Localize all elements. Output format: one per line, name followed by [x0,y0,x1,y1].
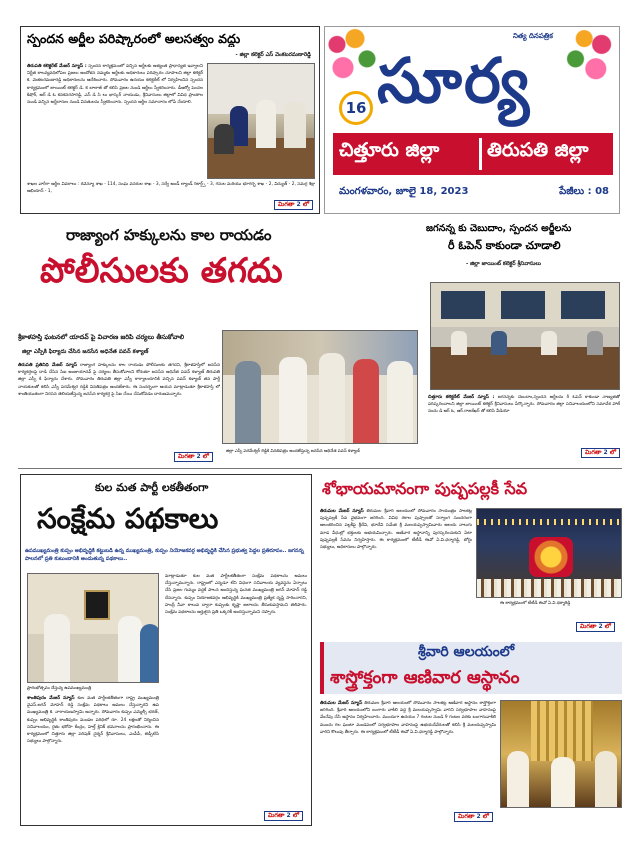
story2-headline: జగనన్న కు చెబుదాం, స్పందన అర్జీలను [426,223,572,234]
story1-body [27,63,203,179]
story3-body [18,362,220,458]
district-divider [479,138,482,170]
story5-byline: తిరుమల మేజర్ న్యూస్ [320,509,364,514]
story3-body-text: రాజ్యాంగ హక్కులను కాల రాయడం పోలీసులకు తగదని, శ్రీకాళహస్తిలో జనసేన కార్యకర్తలపై దాడి చేసిన సిఐ అంజుయాదవ్ పై చర్యలు తీసుకోవాలని కోరుతూ జనసేన అధినేత పవన్ కళ్యాణ్ తిరుపతి జిల్లా ఎస్పీ కి ఫిర్యాదు చేశారు. సోమవారం తిరుపతి జిల్లా ఎస్పీ కార్యాలయానికి వచ్చిన పవన్ కళ్యాణ్ తన పార్టీ నాయకులతో కలిసి ఎస్పీ పరమేశ్వర రెడ్డికి వినతిపత్రం అందజేశారు. ఈ సందర్భంగా ఆయన మాట్లాడుతూ శ్రీకాళహస్తి లో శాంతియుతంగా నిరసన తెలియజేస్తున్న జనసేన కార్యకర్త పై సిఐ చేయి చేసుకోవడం దారుణమన్నారు. [18,363,220,397]
official-4 [587,331,603,355]
story3-deck: శ్రీకాళహస్తి ఘటనలో యాదవ్ పై విచారణ జరిపి చర్యలు తీసుకోవాలి [18,333,185,341]
priest-2 [551,757,575,808]
story4-col1 [27,695,159,809]
story1-more-link[interactable]: మిగతా 2 లో [274,200,313,210]
story5-body [320,508,472,620]
person-2 [256,100,276,148]
district-left: చిత్తూరు జిల్లా [339,139,440,161]
story3-more-link[interactable]: మిగతా 2 లో [174,452,213,462]
anniversary-number: 16 [345,99,367,117]
story5-headline: శోభాయమానంగా పుష్పపల్లకీ సేవ [322,479,528,498]
story-collector-box [20,26,320,214]
story2-body [428,394,620,450]
story4-kicker: కుల మత పార్టీ లకతీతంగా [95,481,209,494]
story4-headline: సంక్షేమ పథకాలు [37,502,219,535]
attendee-2 [140,624,159,683]
lights [477,519,622,525]
flowers-right [561,27,619,85]
district-bar [333,133,613,175]
screen-3 [561,291,605,319]
screen-1 [441,291,485,319]
story6-body-text: తిరుమల శ్రీవారి ఆలయంలో సోమవారం సాలకట్ల ఆణివార ఆస్థానం శాస్త్రోక్తంగా జరిగింది. శ్రీవారి ఆలయంలోని బంగారు వాకిలి వద్ద శ్రీ మలయప్పస్వామి వారిని సర్వభూపాల వాహనంపై వేంచేపు చేసి ఆస్థానం నిర్వహించారు. ముందుగా ఉదయం 7 గంటల నుండి 9 గంటల వరకు బంగారువాకిలి ముందు గల ఘంటా మండపంలో సర్వభూపాల వాహనంపై ఉభయదేవేరులతో కలిసి శ్రీ మలయప్పస్వామి వారిని కొలువు తీర్చారు. ఈ కార్యక్రమంలో టీటీడీ ఈవో ఏ.వి.ధర్మారెడ్డి పాల్గొన్నారు. [320,701,496,735]
story4-col2: మాట్లాడుతూ కుల మత పార్టీలకతీతంగా సంక్షేమ పథకాలను అమలు చేస్తున్నామన్నారు. రాష్ట్రంలో ఎన్నడూ లేని విధంగా సచివాలయ వ్యవస్థను ఏర్పాటు చేసి ప్రజల గుమ్మం వద్దకే పాలన అందిస్తున్న ఘనత ముఖ్యమంత్రి జగన్ మోహన్ రెడ్డి దేనన్నారు. కుప్పం నియోజకవర్గం అభివృద్ధికి ముఖ్యమంత్రి ప్రత్యేక దృష్టి సారించారని, హంద్రీ నీవా కాలువ ద్వారా కుప్పంకు కృష్ణా జలాలను తీసుకువస్తామని తెలిపారు. సంక్షేమ పథకాలను అర్హులైన ప్రతి ఒక్కరికీ అందిస్తున్నామని చెప్పారు. [165,574,307,616]
crowd [477,579,622,598]
story2-subhead: - జిల్లా జాయింట్ కలెక్టర్ శ్రీనివాసులు [466,261,542,267]
story6-byline: తిరుమల మేజర్ న్యూస్ [320,701,363,706]
story4-box [20,474,312,826]
attendee-1 [118,616,142,683]
person-3 [284,102,306,148]
section-divider [18,468,622,469]
person-4 [214,124,234,154]
story5-caption: ఈ కార్యక్రమంలో టీటీడీ ఈవో ఏ.వి.ధర్మారెడ్డి [500,600,571,605]
story6-banner [320,642,622,694]
story5-body-text: తిరుమల శ్రీవారి ఆలయంలో సోమవారం సాయంత్రం సాలకట్ల పుష్పపల్లకీ సేవ వైభవంగా జరిగింది. వివిధ రకాల పుష్పాలతో సర్వాంగ సుందరంగా అలంకరించిన పల్లకీపై శ్రీదేవి, భూదేవి సమేత శ్రీ మలయప్పస్వామివారు ఆలయ నాలుగు మాడ వీధుల్లో భక్తులకు అభయమిచ్చారు. ఆణివార ఆస్థానాన్ని పురస్కరించుకుని ఏటా పుష్పపల్లకీ సేవను నిర్వహిస్తారు. ఈ కార్యక్రమంలో టీటీడీ ఈవో ఏ.వి.ధర్మారెడ్డి, బోర్డు సభ్యులు, అధికారులు పాల్గొన్నారు. [320,509,472,551]
pawan-kalyan-photo [222,330,418,444]
official-1 [451,331,467,355]
asthanam-photo [500,700,622,808]
flowers-left [325,27,385,85]
story4-more-link[interactable]: మిగతా 2 లో [264,811,303,821]
story2-byline: చిత్తూరు కలెక్టరేట్ మేజర్ న్యూస్ : [428,395,495,400]
story1-subhead: - జిల్లా కలెక్టర్ ఎస్ వెంకటరమణారెడ్డి [235,52,311,58]
masthead [324,26,620,214]
story6-headline: శాస్త్రోక్తంగా ఆణివార ఆస్థానం [330,668,520,688]
member-2 [353,359,379,444]
story3-caption: జిల్లా ఎస్పీ పరమేశ్వర్ రెడ్డికి వినతిపత్రం అందజేస్తున్న జనసేన అధినేత పవన్ కళ్యాణ్ [226,448,360,453]
minister [44,614,70,683]
official-2 [491,331,507,355]
issue-date: మంగళవారం, జూలై 18, 2023 [339,186,469,197]
story2-more-link[interactable]: మిగతా 2 లో [581,448,620,458]
priest-3 [595,751,617,808]
story6-kicker: శ్రీవారి ఆలయంలో [418,644,515,660]
story1-body-text: స్పందన కార్యక్రమంలో వచ్చిన అర్జీలకు అత్యంత ప్రాధాన్యత ఇవ్వాలని నిర్ణీత కాలవ్యవధిలోపల ప్రజలు ఆందోళన నమ్మకం అర్జీలకు అధికారులు పరిష్కారం చూపాలని జిల్లా కలెక్టర్ కె. వెంకటరమణారెడ్డి అధికారులను ఆదేశించారు. సోమవారం ఉదయం కలెక్టరేట్ లో నిర్వహించిన స్పందన కార్యక్రమంలో జాయింట్ కలెక్టర్ డి. కె బాలాజీ తో కలిసి ప్రజల నుండి అర్జీలు స్వీకరించారు. డీఆర్వో పెంచల కిషోర్, ఆర్ డి ఓ కనకనరసారెడ్డి, ఎస్ డి సి లు భాస్కర్ నాయుడు, శ్రీనివాసులు జిల్లాలో వివిధ ప్రాంతాల నుండి వచ్చిన అర్జీదారుల నుండి వినతులను స్వీకరించారు. స్పందన అర్జీల సమాచారం లోపే చేయాలి. [27,64,203,106]
story4-col1-text: కుల మత పార్టీలకతీతంగా రాష్ట్ర ముఖ్యమంత్రి వైఎస్.జగన్ మోహన్ రెడ్డి సంక్షేమ పథకాలు అమలు చేస్తున్నారని ఉప ముఖ్యమంత్రి కె. నారాయణస్వామి అన్నారు. సోమవారం కుప్పం ఎమ్మెల్సీ భరత్, కుప్పం అభివృద్ధికి శాంతిపురం మండల పరిధిలో రూ. 24 లక్షలతో నిర్మించిన సచివాలయం, రైతు భరోసా కేంద్రం, హెల్త్ క్లినిక్ భవనాలను ప్రారంభించారు. ఈ కార్యక్రమంలో చిత్తూరు జిల్లా పరిషత్ చైర్మన్ శ్రీనివాసులు, ఎంపీపీ, జెడ్పీటిసి సభ్యులు పాల్గొన్నారు. [27,696,159,745]
story6-body [320,700,496,822]
story4-byline: శాంతిపురం మేజర్ న్యూస్ [27,696,75,701]
story3-kicker: రాజ్యాంగ హక్కులను కాల రాయడం [66,226,272,244]
district-right: తిరుపతి జిల్లా [487,139,589,161]
story3-byline: తిరుపతి ప్రతినిధి మేజర్ న్యూస్ [18,363,78,368]
story4-caption: ప్రారంభోత్సవం చేస్తున్న ఉపముఖ్యమంత్రి [27,685,92,690]
official-3 [541,331,557,355]
story3-headline: పోలీసులకు తగదు [40,251,283,291]
page-count: పేజీలు : 08 [559,186,609,197]
collector-meeting-photo [207,63,315,179]
priest-1 [507,751,529,808]
story2-headline2: రీ ఓపెన్ కాకుండా చూడాలి [448,239,561,252]
inauguration-photo [27,573,159,683]
story1-byline: తిరుపతి కలెక్టరేట్ మేజర్ న్యూస్ : [27,64,87,69]
story2-body-text: జగనన్నకు చెబుదాం,స్పందన అర్జీలను రీ ఓపెన్ కాకుండా నాణ్యతతో పరిష్కరించాలని జిల్లా జాయింట్ కలెక్టర్ శ్రీనివాసులు పేర్కొన్నారు. సోమవారం జిల్లా సచివాలయంలోని సమావేశ హాల్ నందు డి ఆర్ ఓ, ఆర్.రాజశేఖర్ తో కలిసి వీడియో [428,395,620,415]
anniversary-badge [339,91,373,125]
screen-2 [501,291,545,319]
jc-meeting-photo [430,282,620,390]
temple-door [531,701,593,761]
member-1 [319,353,345,444]
member-3 [387,361,413,444]
officer [235,361,261,444]
palanquin [529,537,573,577]
story3-subhead: జిల్లా ఎస్పీకి ఫిర్యాదు చేసిన జనసేన అధినేత పవన్ కళ్యాణ్ [22,349,149,355]
story1-footer: శాఖల వారీగా అర్జీల వివరాలు : రెవెన్యూ శాఖ - 114, సంఘ వనరుల శాఖ - 3, సర్వే అండ్ ల్యాండ్ రికార్డ్స్ - 3, గనుల మరియు భూగర్భ శాఖ - 2, విద్యుత్ - 2, సమగ్ర శిక్షా అభియాన్ - 1, [27,182,315,195]
logo-tagline: నిత్య దినపత్రిక [513,32,553,40]
logo-text: సూర్య [377,44,532,117]
pushpa-pallaki-photo [476,508,622,598]
plaque [84,590,110,620]
story2-box [426,222,622,464]
story6-more-link[interactable]: మిగతా 2 లో [454,812,493,822]
story5-more-link[interactable]: మిగతా 2 లో [576,622,615,632]
story1-headline: స్పందన అర్జీల పరిష్కారంలో అలసత్వం వద్దు [27,31,241,46]
leader [279,357,307,444]
story4-deck: ఉపముఖ్యమంత్రి కుప్పం అభివృద్ధికి కట్టుబడి ఉన్న ముఖ్యమంత్రి, కుప్పం నియోజకవర్గ అభివృద్ధికి చేసిన ప్రభుత్వ పెద్దల ప్రతిరూపం.. జగనన్న పాలనలో ప్రతి కుటుంబానికి అందుతున్న పథకాలు.. [25,548,304,562]
